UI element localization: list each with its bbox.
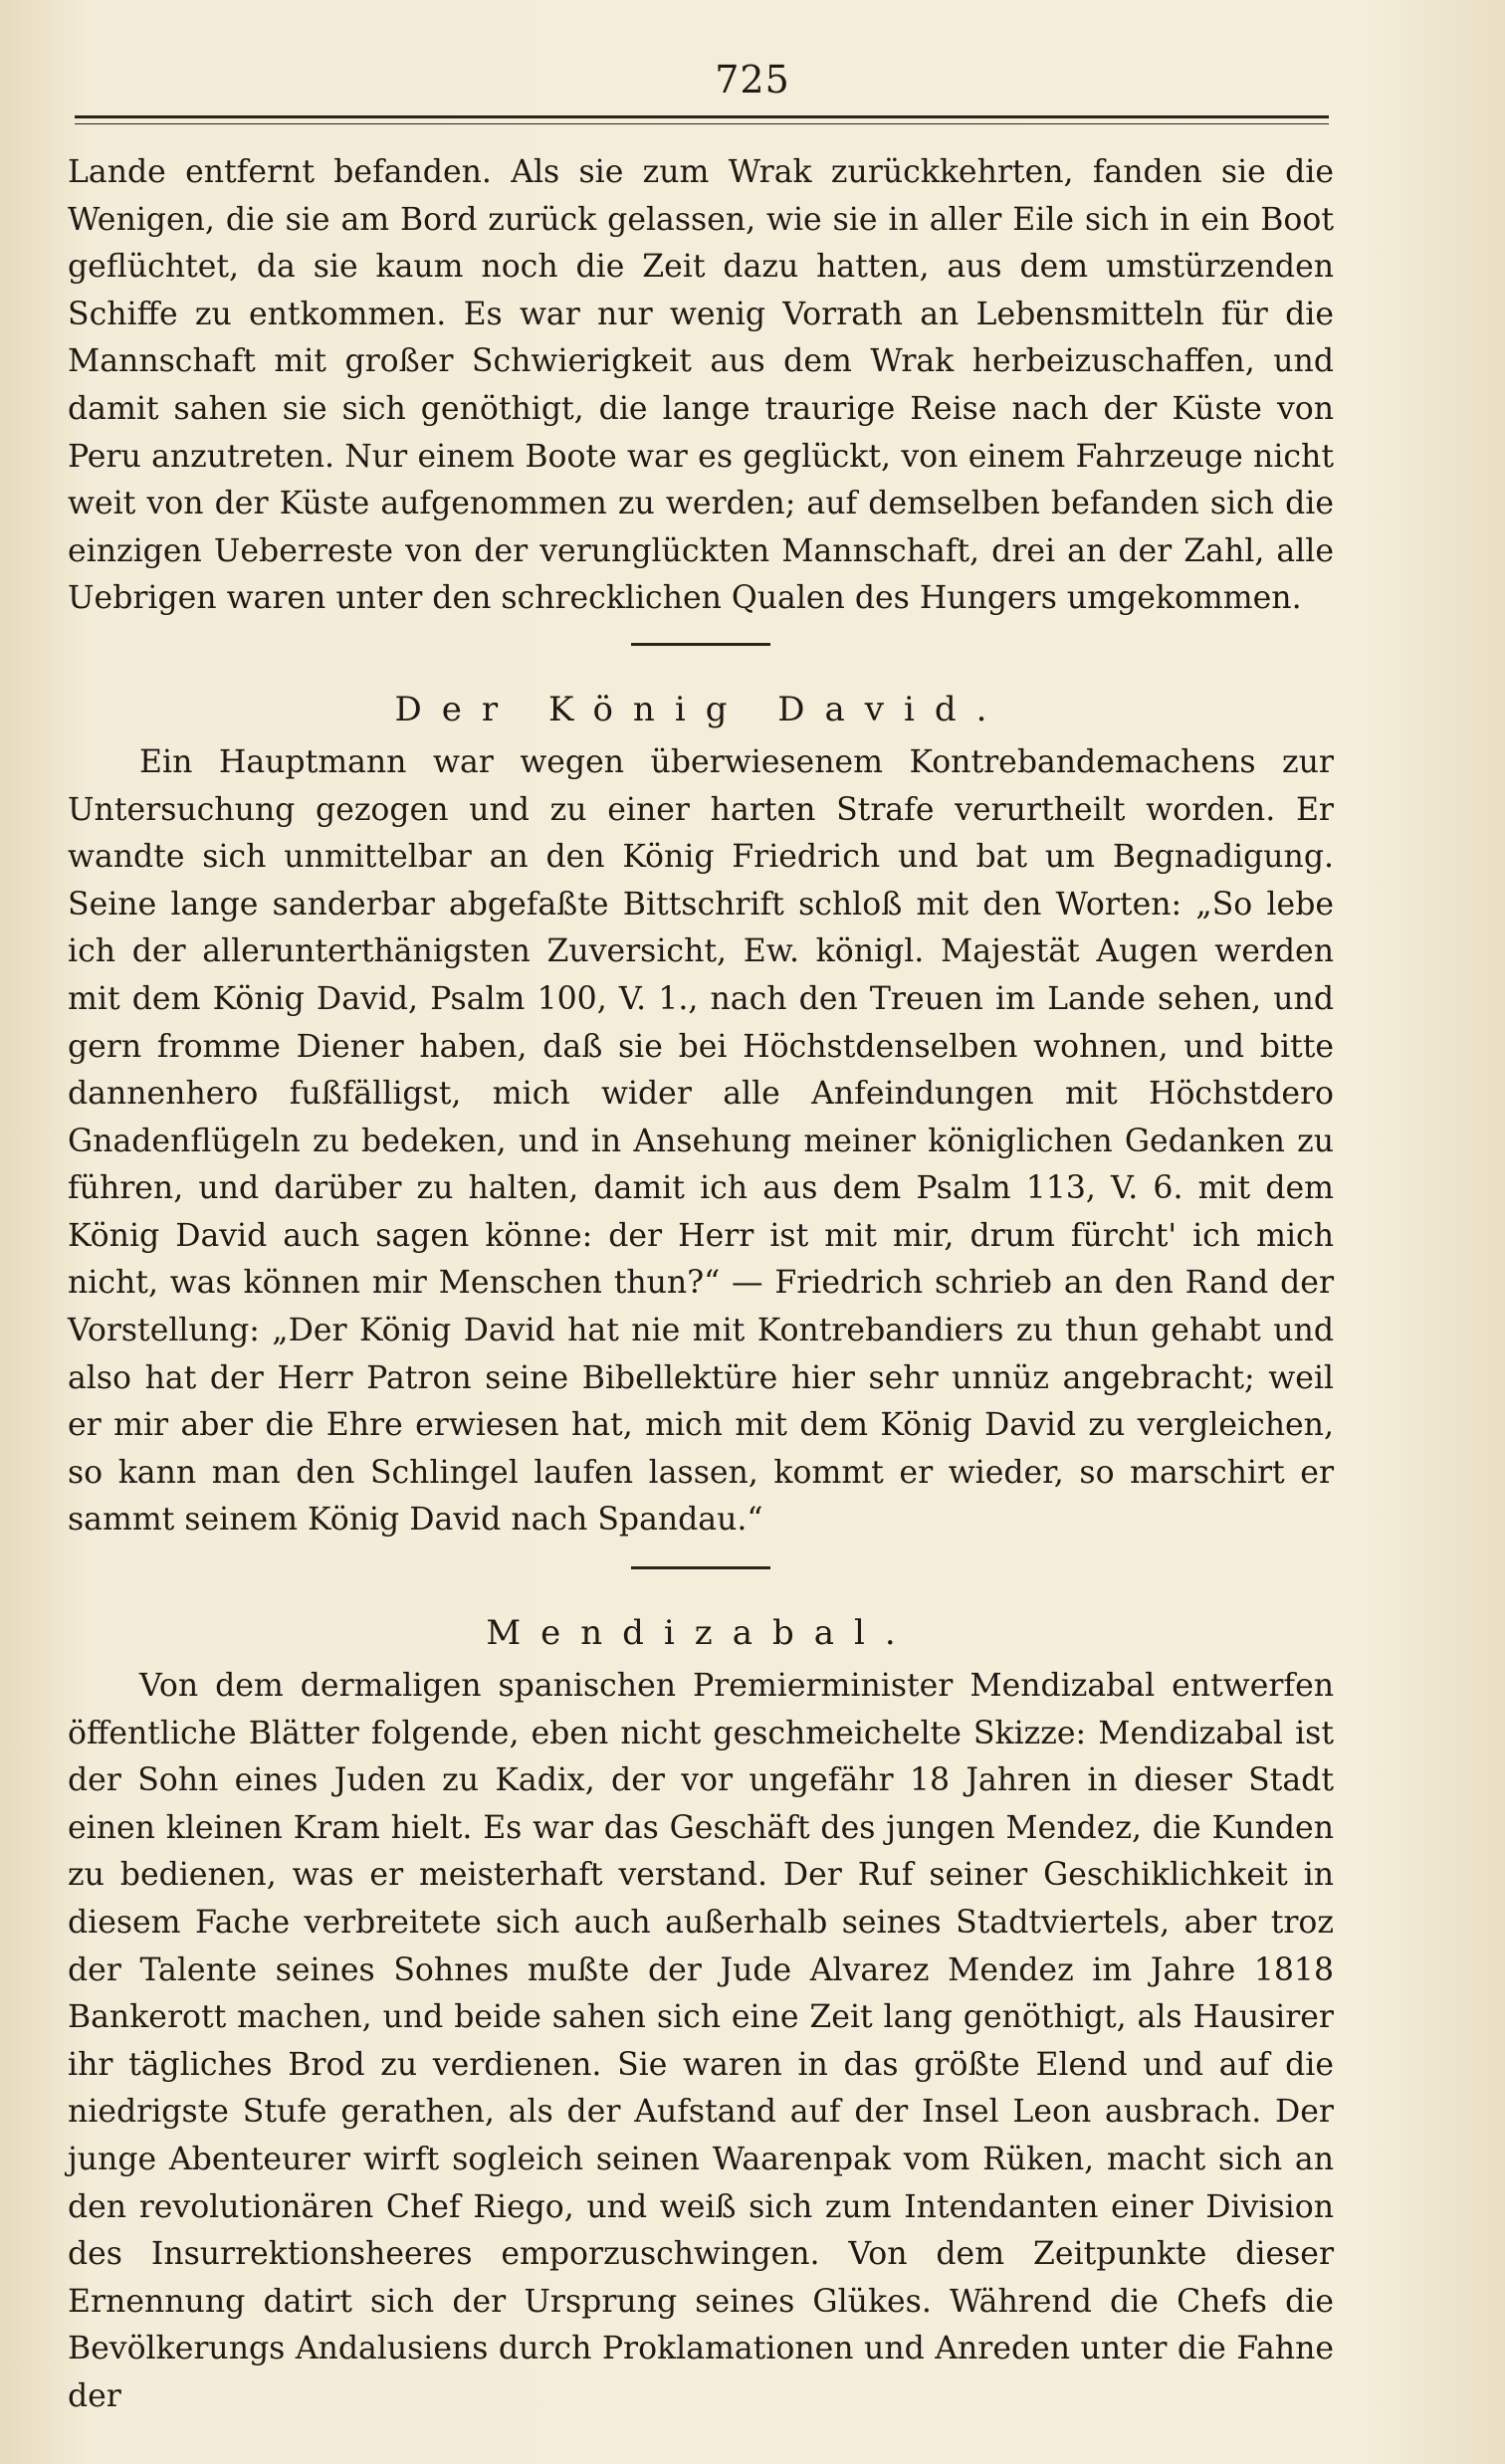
section-title-mendizabal: Mendizabal. (486, 1613, 916, 1654)
page-number: 725 (715, 58, 790, 102)
text-column (68, 149, 1334, 2421)
header-rule-thin (75, 123, 1329, 124)
section-separator (631, 643, 770, 646)
section-body-koenig-david: Ein Hauptmann war wegen überwiesenem Kontrebandemachens zur Untersuchung gezogen und zu einer harten Strafe verurtheilt worden. Er wandte sich unmittelbar an den König Friedrich und bat um Begnadigung. Seine lange sanderbar abgefaßte Bittschrift schloß mit den Worten: „So lebe ich der allerunterthänigsten Zuversicht, Ew. königl. Majestät Augen werden mit dem König David, Psalm 100, V. 1., nach den Treuen im Lande sehen, und gern fromme Diener haben, daß sie bei Höchstdenselben wohnen, und bitte dannenhero fußfälligst, mich wider alle Anfeindungen mit Höchstdero Gnadenflügeln zu bedeken, und in Ansehung meiner königlichen Gedanken zu führen, und darüber zu halten, damit ich aus dem Psalm 113, V. 6. mit dem König David auch sagen könne: der Herr ist mit mir, drum fürcht' ich mich nicht, was können mir Menschen thun?“ — Friedrich schrieb an den Rand der Vorstellung: „Der König David hat nie mit Kontrebandiers zu thun gehabt und also hat der Herr Patron seine Bibellektüre hier sehr unnüz angebracht; weil er mir aber die Ehre erwiesen hat, mich mit dem König David zu vergleichen, so kann man den Schlingel laufen lassen, kommt er wieder, so marschirt er sammt seinem König David nach Spandau.“ (68, 743, 1334, 1539)
header-rule (75, 115, 1329, 118)
intro-paragraph: Lande entfernt befanden. Als sie zum Wrak zurückkehrten, fanden sie die Wenigen, die sie am Bord zurück gelassen, wie sie in aller Eile sich in ein Boot geflüchtet, da sie kaum noch die Zeit dazu hatten, aus dem umstürzenden Schiffe zu entkommen. Es war nur wenig Vorrath an Lebensmitteln für die Mannschaft mit großer Schwierigkeit aus dem Wrak herbeizuschaffen, und damit sahen sie sich genöthigt, die lange traurige Reise nach der Küste von Peru anzutreten. Nur einem Boote war es geglückt, von einem Fahrzeuge nicht weit von der Küste aufgenommen zu werden; auf demselben befanden sich die einzigen Ueberreste von der verunglückten Mannschaft, drei an der Zahl, alle Uebrigen waren unter den schrecklichen Qualen des Hungers umgekommen. (68, 154, 1334, 617)
section-title-koenig-david: Der König David. (394, 689, 1007, 729)
section-body-mendizabal: Von dem dermaligen spanischen Premierminister Mendizabal entwerfen öffentliche Blätter folgende, eben nicht geschmeichelte Skizze: Mendizabal ist der Sohn eines Juden zu Kadix, der vor ungefähr 18 Jahren in dieser Stadt einen kleinen Kram hielt. Es war das Geschäft des jungen Mendez, die Kunden zu bedienen, was er meisterhaft verstand. Der Ruf seiner Geschiklichkeit in diesem Fache verbreitete sich auch außerhalb seines Stadtviertels, aber troz der Talente seines Sohnes mußte der Jude Alvarez Mendez im Jahre 1818 Bankerott machen, und beide sahen sich eine Zeit lang genöthigt, als Hausirer ihr tägliches Brod zu verdienen. Sie waren in das größte Elend und auf die niedrigste Stufe gerathen, als der Aufstand auf der Insel Leon ausbrach. Der junge Abenteurer wirft sogleich seinen Waarenpak vom Rüken, macht sich an den revolutionären Chef Riego, und weiß sich zum Intendanten einer Division des Insurrektionsheeres emporzuschwingen. Von dem Zeitpunkte dieser Ernennung datirt sich der Ursprung seines Glükes. Während die Chefs die Bevölkerungs Andalusiens durch Proklamationen und Anreden unter die Fahne der (68, 1668, 1334, 2414)
section-separator (631, 1566, 770, 1569)
